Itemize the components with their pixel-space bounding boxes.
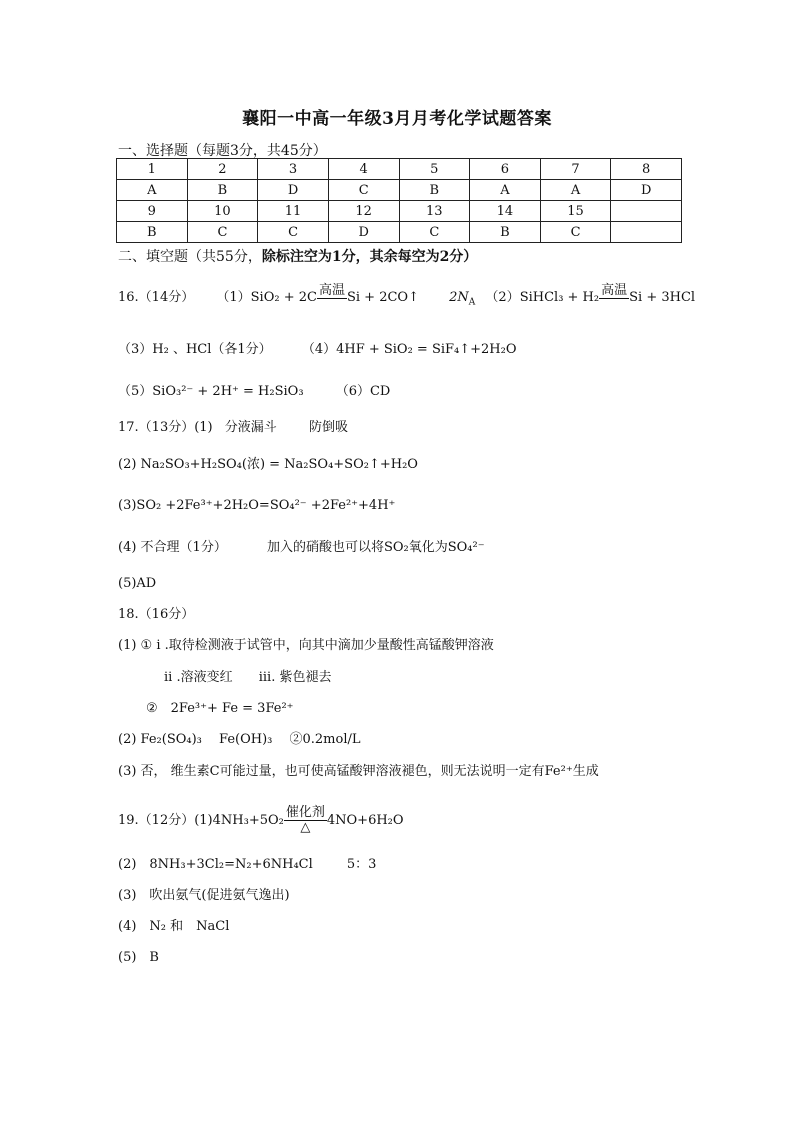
q18-line2-a: ii .溶液变红 — [164, 670, 233, 685]
q16-label: 16.（14分） — [118, 290, 195, 305]
q16-line3 — [118, 384, 390, 400]
q16-p3: （3）H₂ 、HCl（各1分） — [118, 342, 272, 357]
q16-p2-rhs: Si + 3HCl — [629, 290, 696, 305]
q17-line3: (3)SO₂ +2Fe³⁺+2H₂O=SO₄²⁻ +2Fe²⁺+4H⁺ — [118, 498, 396, 513]
table-cell: 8 — [611, 159, 682, 180]
q16-p5: （5）SiO₃²⁻ + 2H⁺ = H₂SiO₃ — [118, 384, 304, 399]
table-cell: B — [470, 222, 541, 243]
table-cell: C — [187, 222, 258, 243]
q17-line5: (5)AD — [118, 576, 157, 591]
section2-heading-bold: 除标注空为1分，其余每空为2分） — [261, 249, 478, 265]
table-cell: D — [611, 180, 682, 201]
q18-line2 — [164, 670, 331, 686]
q16-line1 — [118, 283, 696, 311]
q16-p2-cond-text: 高温 — [601, 283, 628, 298]
q19-line1 — [118, 806, 404, 835]
q19-line2-a: (2) 8NH₃+3Cl₂=N₂+6NH₄Cl — [118, 857, 313, 872]
table-cell: 3 — [258, 159, 329, 180]
section2-heading-plain: 二、填空题（共55分， — [118, 249, 262, 265]
q19-line5: (5) B — [118, 950, 159, 965]
q18-line5: (3) 否， 维生素C可能过量，也可使高锰酸钾溶液褪色，则无法说明一定有Fe²⁺生成 — [118, 764, 599, 779]
table-cell: B — [117, 222, 188, 243]
table-cell: 7 — [540, 159, 611, 180]
table-cell: 9 — [117, 201, 188, 222]
q16-p1-condition — [317, 284, 347, 299]
table-cell: D — [328, 222, 399, 243]
table-cell: 6 — [470, 159, 541, 180]
table-row — [117, 222, 682, 243]
q18-line3: ② 2Fe³⁺+ Fe = 3Fe²⁺ — [146, 701, 294, 716]
section1-heading: 一、选择题（每题3分，共45分） — [118, 143, 327, 159]
table-cell: 13 — [399, 201, 470, 222]
q17-line4-b: 加入的硝酸也可以将SO₂氧化为SO₄²⁻ — [266, 540, 485, 555]
table-cell: 11 — [258, 201, 329, 222]
q16-p1-rhs: Si + 2CO↑ — [346, 290, 419, 305]
q18-label: 18.（16分） — [118, 607, 195, 622]
q16-p1-lhs: SiO₂ + 2C — [250, 290, 317, 305]
table-cell: C — [328, 180, 399, 201]
table-cell: 10 — [187, 201, 258, 222]
q19-cond-bot: △ — [300, 820, 311, 835]
q16-p1-cond-text: 高温 — [318, 283, 345, 298]
q17-answer-a: 分液漏斗 — [224, 420, 277, 435]
table-cell: 5 — [399, 159, 470, 180]
q16-p4: （4）4HF + SiO₂ = SiF₄↑+2H₂O — [301, 342, 517, 357]
table-cell: B — [187, 180, 258, 201]
page-title: 襄阳一中高一年级3月月考化学试题答案 — [242, 109, 552, 129]
table-cell: B — [399, 180, 470, 201]
table-row — [117, 159, 682, 180]
table-row — [117, 201, 682, 222]
q19-condition — [284, 806, 327, 835]
table-row — [117, 180, 682, 201]
q18-line4: (2) Fe₂(SO₄)₃ Fe(OH)₃ ②0.2mol/L — [118, 732, 361, 747]
table-cell — [611, 222, 682, 243]
table-cell: C — [399, 222, 470, 243]
table-cell: A — [540, 180, 611, 201]
q17-line4-a: (4) 不合理（1分） — [118, 540, 227, 555]
table-cell: A — [470, 180, 541, 201]
table-cell: C — [258, 222, 329, 243]
q16-p1-num: （1） — [216, 290, 251, 305]
table-cell: A — [117, 180, 188, 201]
table-cell: 1 — [117, 159, 188, 180]
table-cell: D — [258, 180, 329, 201]
reaction-bar — [599, 298, 629, 299]
q16-p2-condition — [599, 284, 629, 299]
q16-p2-num: （2） — [485, 290, 520, 305]
q16-p2-lhs: SiHCl₃ + H₂ — [519, 290, 600, 305]
table-cell: 2 — [187, 159, 258, 180]
q16-p1-na-sub: A — [468, 297, 476, 308]
q17-label: 17.（13分）(1) — [118, 420, 213, 435]
q19-line2-b: 5：3 — [346, 857, 377, 872]
q16-line2 — [118, 342, 517, 358]
table-cell: 14 — [470, 201, 541, 222]
q19-line3: (3) 吹出氨气(促进氨气逸出) — [118, 888, 290, 903]
section2-heading — [118, 246, 477, 266]
table-cell: 12 — [328, 201, 399, 222]
table-cell — [611, 201, 682, 222]
q17-line4 — [118, 540, 485, 556]
q19-cond-top: 催化剂 — [285, 805, 325, 820]
reaction-bar — [317, 298, 347, 299]
q16-p6: （6）CD — [335, 384, 391, 399]
q19-line2 — [118, 857, 376, 873]
q19-label: 19.（12分）(1)4NH₃+5O₂ — [118, 813, 284, 828]
answer-table — [116, 158, 682, 243]
q18-line1: (1) ① i .取待检测液于试管中，向其中滴加少量酸性高锰酸钾溶液 — [118, 638, 494, 653]
table-cell: C — [540, 222, 611, 243]
table-cell: 4 — [328, 159, 399, 180]
q18-line2-b: iii. 紫色褪去 — [258, 670, 332, 685]
q19-rhs: 4NO+6H₂O — [326, 813, 404, 828]
q17-line1 — [118, 420, 348, 436]
table-cell: 15 — [540, 201, 611, 222]
q17-line2: (2) Na₂SO₃+H₂SO₄(浓) = Na₂SO₄+SO₂↑+H₂O — [118, 457, 418, 472]
q16-p1-na: 2N — [449, 290, 469, 305]
q19-line4: (4) N₂ 和 NaCl — [118, 919, 230, 934]
q17-answer-b: 防倒吸 — [308, 420, 348, 435]
